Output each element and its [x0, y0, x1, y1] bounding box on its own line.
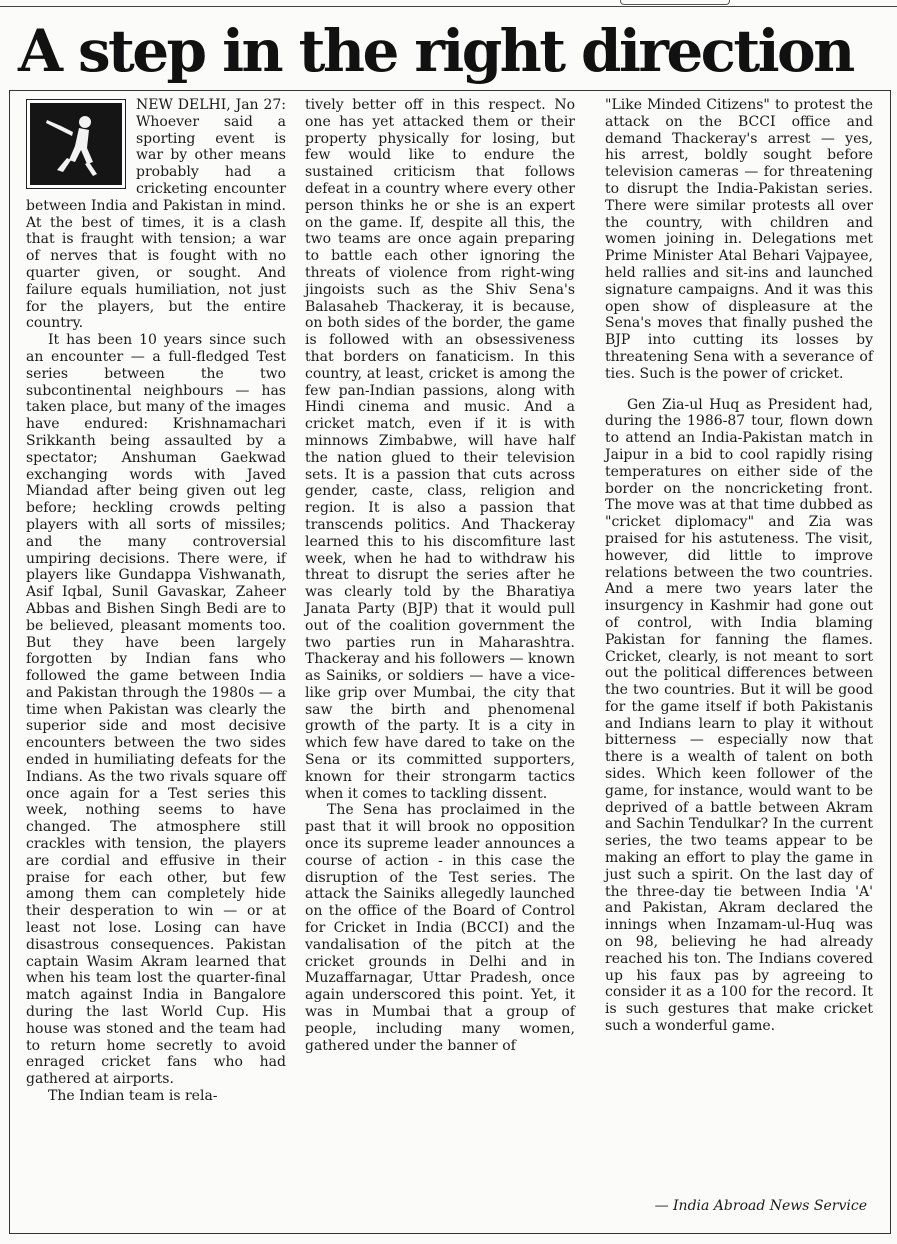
headline: A step in the right direction [18, 17, 853, 85]
paragraph: tively better off in this respect. No one has yet attacked them or their property physically for losing, but few would like to endure the sustained criticism that follows defeat in a country where every other person thinks he or she is an expert on the game. If, despite all this, the two teams are once again preparing to battle each other ignoring the threats of violence from right-wing jingoists such as the Shiv Sena's Balasaheb Thackeray, it is because, on both sides of the border, the game is followed with an obsessiveness that borders on fanaticism. In this country, at least, cricket is among the few pan-Indian passions, along with Hindi cinema and music. And a cricket match, even if it is with minnows Zimbabwe, will have half the nation glued to their television sets. It is a passion that cuts across gender, caste, class, religion and region. It is also a passion that transcends politics. And Thackeray learned this to his discomfiture last week, when he had to withdraw his threat to disrupt the series after he was clearly told by the Bharatiya Janata Party (BJP) that it would pull out of the coalition government the two parties run in Maharashtra. Thackeray and his followers — known as Sainiks, or soldiers — have a vice-like grip over Mumbai, the city that saw the birth and phenomenal growth of the party. It is a city in which few have dared to take on the Sena or its committed supporters, known for their strongarm tactics when it comes to tackling dissent. [305, 97, 575, 802]
column-2 [305, 97, 575, 1054]
cricket-batsman-icon [26, 99, 126, 189]
paragraph: It has been 10 years since such an encounter — a full-fledged Test series between the two subcontinental neighbours — has taken place, but many of the images have endured: Krishnamachari Srikkanth being assaulted by a spectator; Anshuman Gaekwad exchanging words with Javed Miandad after being given out leg before; heckling crowds pelting players with all sorts of missiles; and the many controversial umpiring decisions. There were, if players like Gundappa Vishwanath, Asif Iqbal, Sunil Gavaskar, Zaheer Abbas and Bishen Singh Bedi are to be believed, pleasant moments too. But they have been largely forgotten by Indian fans who followed the game between India and Pakistan through the 1980s — a time when Pakistan was clearly the superior side and most decisive encounters between the two sides ended in humiliating defeats for the Indians. As the two rivals square off once again for a Test series this week, nothing seems to have changed. The atmosphere still crackles with tension, the players are cordial and effusive in their praise for each other, but few among them can completely hide their desperation to win — or at least not lose. Losing can have disastrous consequences. Pakistan captain Wasim Akram learned that when his team lost the quarter-final match against India in Bangalore during the last World Cup. His house was stoned and the team had to return home secretly to avoid enraged cricket fans who had gathered at airports. [26, 332, 286, 1088]
column-3 [605, 97, 873, 1035]
column-1 [26, 97, 286, 1105]
paragraph: The Indian team is rela- [48, 1088, 218, 1105]
byline-credit: — India Abroad News Service [654, 1198, 867, 1214]
paragraph: NEW DELHI, Jan 27: Whoever said a sporting event is war by other means probably had a cricketing encounter between India and Pakistan in mind. At the best of times, it is a clash that is fraught with tension; a war of nerves that is fought with no quarter given, or sought. And failure equals humiliation, not just for the players, but the entire country. [26, 97, 286, 332]
clipping-tab [620, 0, 730, 5]
paragraph: The Sena has proclaimed in the past that it will brook no opposition once its supreme leader announces a course of action - in this case the disruption of the Test series. The attack the Sainiks allegedly launched on the office of the Board of Control for Cricket in India (BCCI) and the vandalisation of the pitch at the cricket grounds in Delhi and in Muzaffarnagar, Uttar Pradesh, once again underscored this point. Yet, it was in Mumbai that a group of people, including many women, gathered under the banner of [305, 802, 575, 1054]
paragraph: Gen Zia-ul Huq as President had, during the 1986-87 tour, flown down to attend an India-Pakistan match in Jaipur in a bid to cool rapidly rising temperatures on either side of the border on the noncricketing front. The move was at that time dubbed as "cricket diplomacy" and Zia was praised for his astuteness. The visit, however, did little to improve relations between the two countries. And a mere two years later the insurgency in Kashmir had gone out of control, with India blaming Pakistan for fanning the flames. Cricket, clearly, is not meant to sort out the political differences between the two countries. But it will be good for the game itself if both Pakistanis and Indians learn to play it without bitterness — especially now that there is a wealth of talent on both sides. Which keen follower of the game, for instance, would want to be deprived of a battle between Akram and Sachin Tendulkar? In the current series, the two teams appear to be making an effort to play the game in just such a spirit. On the last day of the three-day tie between India 'A' and Pakistan, Akram declared the innings when Inzamam-ul-Huq was on 98, believing he had already reached his ton. The Indians covered up his faux pas by agreeing to consider it as a 100 for the record. It is such gestures that make cricket such a wonderful game. [605, 396, 873, 1035]
paragraph: "Like Minded Citizens" to protest the attack on the BCCI office and demand Thackeray's arrest — yes, his arrest, boldly sought before television cameras — for threatening to disrupt the India-Pakistan series. There were similar protests all over the country, with children and women joining in. Delegations met Prime Minister Atal Behari Vajpayee, held rallies and sit-ins and launched signature campaigns. And it was this open show of displeasure at the Sena's moves that finally pushed the BJP into cutting its losses by threatening Sena with a severance of ties. Such is the power of cricket. [605, 97, 873, 382]
page-top-rule [0, 0, 897, 7]
